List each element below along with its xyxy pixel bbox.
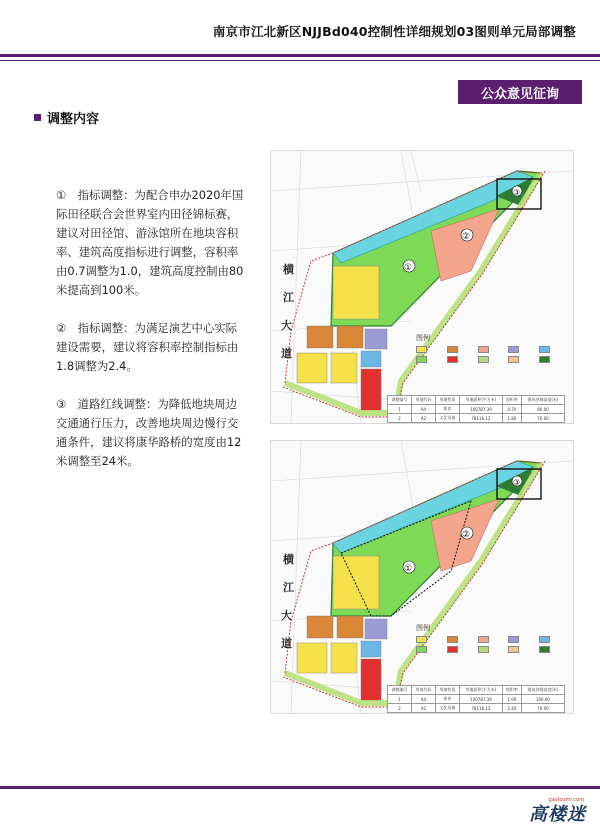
table-cell: 100787.39 (459, 695, 502, 704)
legend-entry (447, 636, 474, 643)
legend-entry (539, 356, 566, 363)
table-cell: A2 (411, 414, 435, 423)
legend-entry (478, 646, 505, 653)
marker-3-after: ③ (513, 478, 521, 487)
legend-swatch (478, 646, 489, 653)
legend-entry (478, 356, 505, 363)
table-header-cell: 用地面积(平方米) (459, 686, 502, 695)
table-row (388, 704, 565, 713)
legend-title: 图例 (416, 334, 430, 342)
legend (416, 333, 566, 363)
legend-swatch (539, 646, 550, 653)
legend-entry (447, 646, 474, 653)
plan-map-before-drawing (271, 151, 573, 423)
legend-swatch (447, 646, 458, 653)
table-header-row (388, 686, 565, 695)
road-char-4: 道 (281, 637, 292, 650)
plan-map-before (270, 150, 574, 424)
table-cell: 2 (388, 414, 412, 423)
legend-entry (539, 636, 566, 643)
table-header-cell: 用地性质 (435, 686, 459, 695)
table-cell: 78116.12 (459, 704, 502, 713)
legend-entry (447, 346, 474, 353)
table-cell: 2 (388, 704, 412, 713)
table-cell: 文化设施 (435, 704, 459, 713)
table-header-cell: 调整编号 (388, 686, 412, 695)
marker-1-before: ① (404, 263, 413, 273)
adjustment-item: ③ 道路红线调整：为降低地块周边交通通行压力，改善地块周边慢行交通条件，建议将康华路桥的宽度由12米调整至24米。 (56, 397, 242, 468)
table-cell: 体育 (435, 695, 459, 704)
legend-swatch (478, 356, 489, 363)
legend-title: 图例 (416, 624, 430, 632)
legend-grid (416, 636, 566, 653)
table-cell: 80.00 (521, 405, 564, 414)
legend-entry (539, 646, 566, 653)
table-header-cell: 用地性质 (435, 396, 459, 405)
table-cell: 1 (388, 695, 412, 704)
table-cell: 100.00 (521, 695, 564, 704)
legend-swatch (508, 356, 519, 363)
section-heading (34, 108, 99, 127)
table-header-cell: 调整编号 (388, 396, 412, 405)
table-cell: 100787.39 (459, 405, 502, 414)
adjustment-item: ① 指标调整：为配合申办2020年国际田径联合会世界室内田径锦标赛，建议对田径馆、游泳馆所在地块容积率、建筑高度指标进行调整，容积率由0.7调整为1.0，建筑高度控制由80米提高到100米。 (56, 188, 244, 297)
legend-entry (478, 346, 505, 353)
legend-swatch (539, 346, 550, 353)
legend-entry (508, 356, 535, 363)
legend-swatch (416, 636, 427, 643)
table-cell: 1 (388, 405, 412, 414)
marker-3-before: ③ (513, 188, 521, 197)
table-header-cell: 建筑控制高度(米) (521, 396, 564, 405)
table-cell: 体育 (435, 405, 459, 414)
section-heading-text: 调整内容 (47, 112, 100, 127)
table-cell: 1.80 (502, 414, 521, 423)
table-cell: A2 (411, 704, 435, 713)
table-header-cell: 用地面积(平方米) (459, 396, 502, 405)
square-bullet-icon (34, 114, 41, 121)
legend (416, 623, 566, 653)
table-header-cell: 容积率 (502, 396, 521, 405)
legend-entry (508, 646, 535, 653)
table-cell: 0.70 (502, 405, 521, 414)
legend-swatch (539, 636, 550, 643)
header-rule-top (0, 54, 600, 57)
road-char-3: 大 (281, 319, 292, 332)
legend-swatch (478, 346, 489, 353)
legend-swatch (447, 356, 458, 363)
table-cell: A4 (411, 695, 435, 704)
table-cell: A4 (411, 405, 435, 414)
road-char-1: 横 (283, 263, 294, 276)
legend-swatch (416, 346, 427, 353)
table-header-row (388, 396, 565, 405)
road-char-3: 大 (281, 609, 292, 622)
table-header-cell: 建筑控制高度(米) (521, 686, 564, 695)
indicator-table-before (387, 395, 565, 423)
legend-entry (508, 346, 535, 353)
table-cell: 文化设施 (435, 414, 459, 423)
legend-entry (539, 346, 566, 353)
legend-swatch (508, 346, 519, 353)
legend-swatch (478, 636, 489, 643)
legend-swatch (539, 356, 550, 363)
plan-map-after-drawing (271, 441, 573, 713)
plan-map-after (270, 440, 574, 714)
header-rule-bottom (0, 60, 600, 61)
marker-1-after: ① (404, 564, 413, 574)
legend-swatch (508, 636, 519, 643)
table-row (388, 405, 565, 414)
legend-entry (478, 636, 505, 643)
table-cell: 1.00 (502, 695, 521, 704)
table-cell: 78116.12 (459, 414, 502, 423)
table-header-cell: 用地代码 (411, 396, 435, 405)
adjustment-list (56, 186, 246, 490)
road-char-4: 道 (281, 347, 292, 360)
road-char-1: 横 (283, 553, 294, 566)
road-char-2: 江 (283, 581, 294, 594)
legend-swatch (447, 636, 458, 643)
legend-entry (508, 636, 535, 643)
marker-2-before: ② (462, 232, 471, 242)
document-title: 南京市江北新区NJJBd040控制性详细规划03图则单元局部调整 (212, 24, 576, 39)
indicator-table-after (387, 685, 565, 713)
legend-swatch (416, 356, 427, 363)
watermark-site: gaoloumi.com (548, 797, 584, 803)
legend-grid (416, 346, 566, 363)
footer-rule (0, 786, 600, 789)
table-row (388, 414, 565, 423)
public-consultation-badge: 公众意见征询 (458, 80, 582, 104)
table-header-cell: 容积率 (502, 686, 521, 695)
legend-swatch (508, 646, 519, 653)
legend-swatch (447, 346, 458, 353)
table-header-cell: 用地代码 (411, 686, 435, 695)
table-cell: 70.00 (521, 704, 564, 713)
legend-entry (416, 646, 443, 653)
watermark-logo: 高楼迷 (529, 804, 586, 825)
legend-entry (416, 346, 443, 353)
table-cell: 2.40 (502, 704, 521, 713)
legend-swatch (416, 646, 427, 653)
road-char-2: 江 (283, 291, 294, 304)
table-row (388, 695, 565, 704)
legend-entry (416, 636, 443, 643)
table-cell: 70.00 (521, 414, 564, 423)
legend-entry (416, 356, 443, 363)
legend-entry (447, 356, 474, 363)
marker-2-after: ② (462, 530, 471, 540)
adjustment-item: ② 指标调整：为满足演艺中心实际建设需要，建议将容积率控制指标由1.8调整为2.4。 (56, 321, 239, 373)
